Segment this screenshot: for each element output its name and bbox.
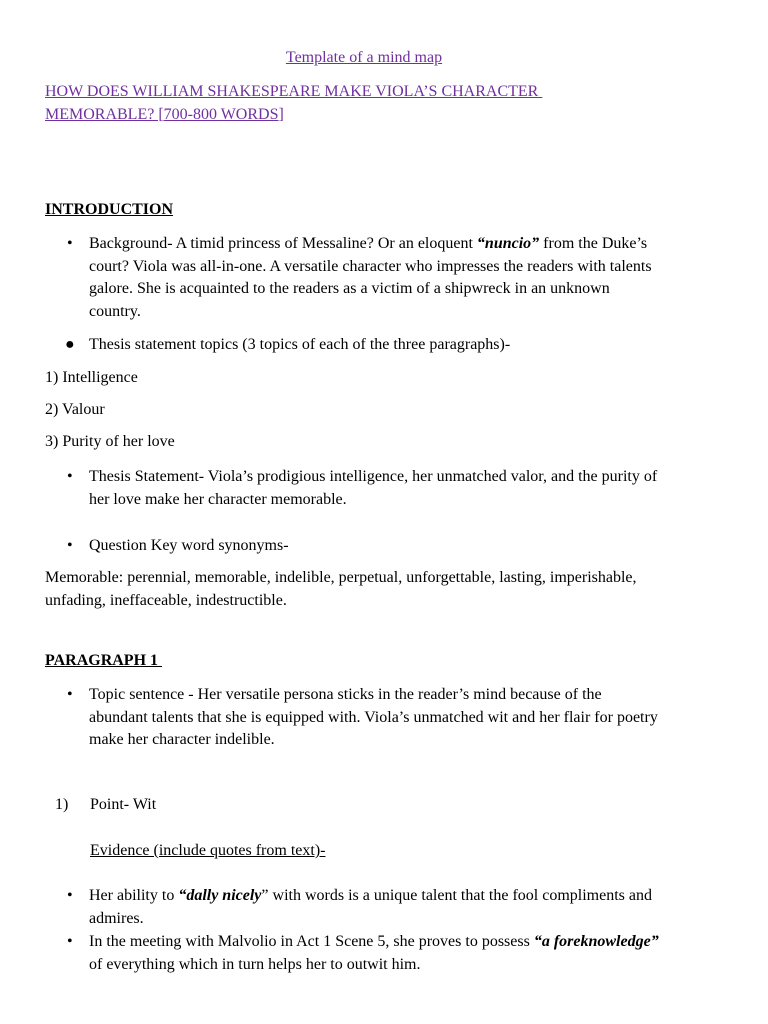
synonyms-text [45,567,735,612]
evidence-bullet-1 [67,885,735,930]
thesis-statement-line-2: her love make her character memorable. [89,490,347,508]
introduction-heading: INTRODUCTION [45,201,174,218]
thesis-statement-line-1: Thesis Statement- Viola’s prodigious intelligence, her unmatched valor, and the purity of [89,468,658,485]
background-line-4: country. [89,302,141,320]
keyword-synonyms-bullet [67,535,735,558]
background-suffix: from the Duke’s [539,235,648,252]
synonyms-line-2: unfading, ineffaceable, indestructible. [45,591,287,609]
bullet-icon: • [67,686,73,703]
bullet-icon: • [67,537,73,554]
essay-question [45,81,735,126]
topic-sentence-line-2: abundant talents that she is equipped with. Viola’s unmatched wit and her flair for poetry [89,708,658,726]
topic-sentence-line-3: make her character indelible. [89,731,275,748]
point-number: 1) [55,796,69,813]
evidence-1-suffix: ” with words is a unique talent that the fool compliments and [261,887,652,904]
background-bullet [67,233,735,323]
evidence-1-line-1 [89,885,735,908]
evidence-1-prefix: Her ability to [89,887,179,904]
evidence-2-line-1 [89,931,735,954]
evidence-2-prefix: In the meeting with Malvolio in Act 1 Scene 5, she proves to possess [89,933,534,950]
evidence-2-line-2: of everything which in turn helps her to outwit him. [89,955,421,973]
bullet-icon: • [67,887,73,904]
nuncio-quote: “nuncio” [476,235,540,252]
evidence-1-line-2: admires. [89,909,144,927]
bullet-icon: • [67,235,73,252]
background-prefix: Background- A timid princess of Messaline? Or an eloquent [89,235,477,252]
topic-sentence-line-1: Topic sentence - Her versatile persona sticks in the reader’s mind because of the [89,686,602,703]
evidence-label: Evidence (include quotes from text)- [90,842,326,859]
topic-item-1: 1) Intelligence [45,369,138,386]
essay-question-line-2: MEMORABLE? [700-800 WORDS] [45,105,284,123]
paragraph-1-heading: PARAGRAPH 1 [45,652,163,669]
synonyms-line-1: Memorable: perennial, memorable, indelible, perpetual, unforgettable, lasting, imperishable, [45,569,637,586]
topic-item-2: 2) Valour [45,401,105,418]
topic-item-3: 3) Purity of her love [45,433,175,450]
foreknowledge-quote: “a foreknowledge” [533,933,659,950]
background-line-1 [89,233,735,256]
background-line-2: court? Viola was all-in-one. A versatile character who impresses the readers with talents [89,257,652,275]
essay-question-line-1: HOW DOES WILLIAM SHAKESPEARE MAKE VIOLA’S CHARACTER [45,83,543,100]
thesis-topics-bullet [67,334,735,357]
thesis-topics-label: Thesis statement topics (3 topics of each of the three paragraphs)- [89,336,511,353]
background-line-3: galore. She is acquainted to the readers as a victim of a shipwreck in an unknown [89,280,610,297]
dally-nicely-quote: “dally nicely [178,887,262,904]
thesis-statement-bullet [67,466,735,511]
bullet-icon: • [67,468,73,485]
bullet-icon: • [67,933,73,950]
point-text: Point- Wit [90,796,157,813]
document-title: Template of a mind map [285,49,443,66]
keyword-synonyms-label: Question Key word synonyms- [89,537,289,554]
bullet-icon: ● [65,336,75,353]
topic-sentence-bullet [67,684,735,752]
evidence-bullet-2 [67,931,735,976]
